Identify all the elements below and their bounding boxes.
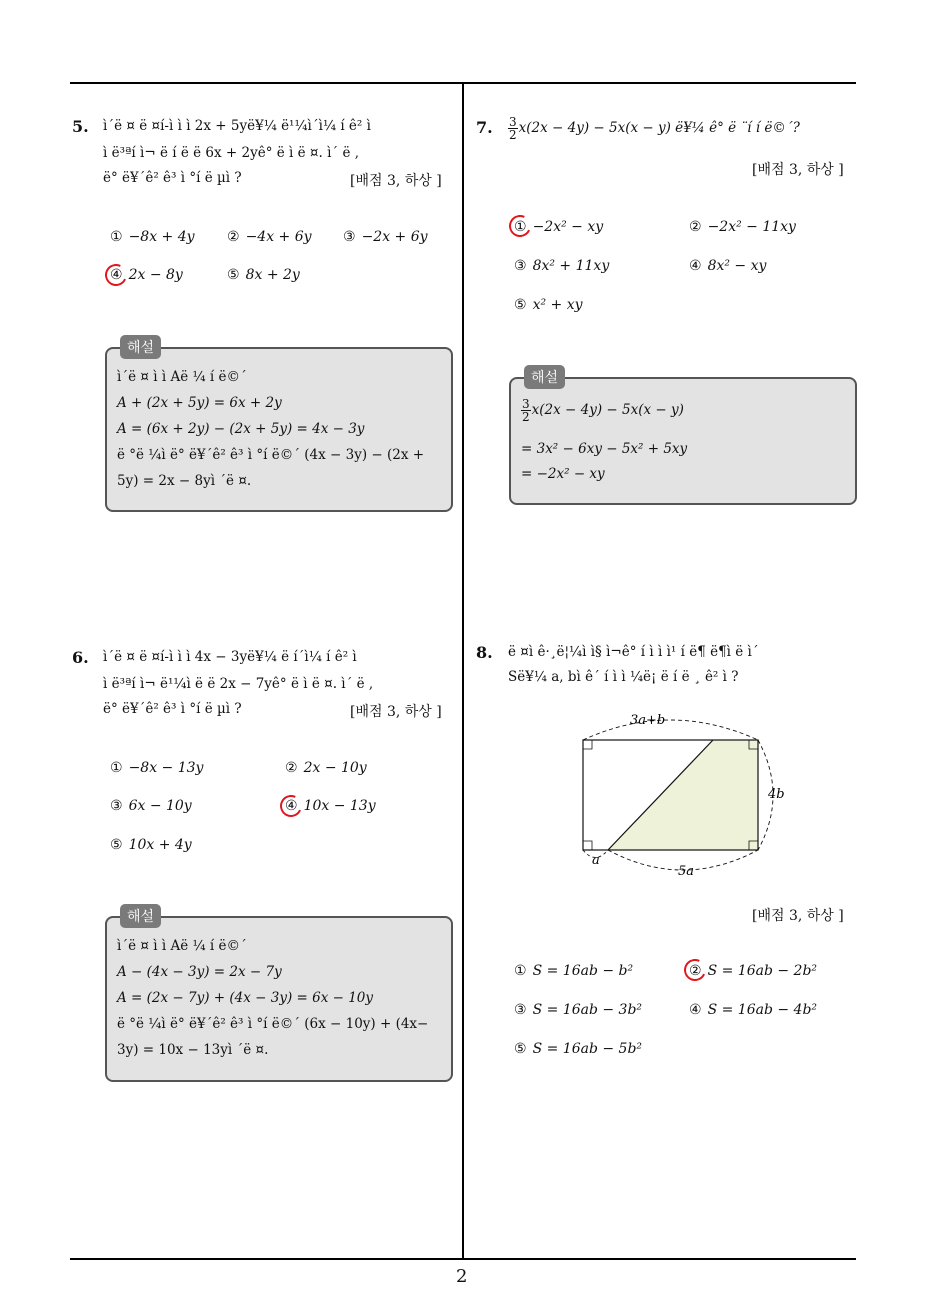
question-5-text-line1: ì´ë ¤ ë ¤í-ì ì ì 2x + 5yë¥¼ ë¹¼ì´ì¼ í ê² ì bbox=[103, 118, 371, 134]
q5-solution-line3: A = (6x + 2y) − (2x + 5y) = 4x − 3y bbox=[117, 421, 365, 437]
q5-option-1[interactable] bbox=[110, 229, 195, 245]
q5-solution-line4: ë °ë ¼ì ë° ë¥´ê² ê³ ì °í ë©´ (4x − 3y) − (2x + bbox=[117, 447, 425, 463]
q5-option-4-mark: ④ bbox=[110, 267, 123, 283]
q7-answer-circle bbox=[506, 212, 534, 240]
q6-option-3-mark: ③ bbox=[110, 798, 123, 814]
q6-option-5-mark: ⑤ bbox=[110, 837, 123, 853]
question-6-score: [배점 3, 하상 ] bbox=[350, 704, 442, 720]
q5-solution-line1: ì´ë ¤ ì ì Aë ¼ í ë©´ bbox=[117, 369, 247, 385]
q8-option-5-text: S = 16ab − 5b² bbox=[532, 1041, 643, 1057]
bottom-rule bbox=[70, 1258, 856, 1260]
q5-option-3[interactable] bbox=[343, 229, 428, 245]
q5-option-5-text: 8x + 2y bbox=[245, 267, 300, 283]
q8-right-angle-tl bbox=[583, 740, 592, 749]
q7-option-5-text: x² + xy bbox=[532, 297, 583, 313]
q7-option-4[interactable] bbox=[689, 258, 766, 274]
q5-option-5[interactable] bbox=[227, 267, 300, 283]
q7-solution-line2: = 3x² − 6xy − 5x² + 5xy bbox=[521, 441, 688, 457]
q5-option-1-mark: ① bbox=[110, 229, 123, 245]
q7-solution-line3: = −2x² − xy bbox=[521, 466, 605, 482]
q8-option-1[interactable] bbox=[514, 963, 633, 979]
q6-option-5[interactable] bbox=[110, 837, 192, 853]
q8-rectangle-diagram bbox=[560, 705, 800, 885]
q5-option-2-text: −4x + 6y bbox=[245, 229, 312, 245]
question-8-score: [배점 3, 하상 ] bbox=[752, 908, 844, 924]
q7-frac-num: 3 bbox=[509, 115, 517, 129]
q8-option-1-text: S = 16ab − b² bbox=[532, 963, 634, 979]
q7-option-4-text: 8x² − xy bbox=[707, 258, 767, 274]
q5-option-5-mark: ⑤ bbox=[227, 267, 240, 283]
q6-solution-tab: 해설 bbox=[120, 904, 161, 928]
q7-solution-tab: 해설 bbox=[524, 365, 565, 389]
q7-option-3[interactable] bbox=[514, 258, 609, 274]
q5-option-2-mark: ② bbox=[227, 229, 240, 245]
q8-answer-circle bbox=[681, 956, 709, 984]
q6-option-3[interactable] bbox=[110, 798, 192, 814]
q6-solution-line3: A = (2x − 7y) + (4x − 3y) = 6x − 10y bbox=[117, 990, 374, 1006]
q5-solution-line2: A + (2x + 5y) = 6x + 2y bbox=[117, 395, 282, 411]
q7-option-2-mark: ② bbox=[689, 219, 702, 235]
q6-option-4-mark: ④ bbox=[285, 798, 298, 814]
q8-option-4[interactable] bbox=[689, 1002, 817, 1018]
q8-option-2[interactable] bbox=[689, 963, 817, 979]
q8-option-2-mark: ② bbox=[689, 963, 702, 979]
q7-frac-den: 2 bbox=[509, 128, 517, 142]
question-8-number: 8. bbox=[476, 643, 493, 662]
q7-option-1-text: −2x² − xy bbox=[532, 219, 604, 235]
q6-option-1[interactable] bbox=[110, 760, 203, 776]
q7-option-5-mark: ⑤ bbox=[514, 297, 527, 313]
q7-solution-frac-den: 2 bbox=[522, 410, 530, 424]
q6-option-2[interactable] bbox=[285, 760, 367, 776]
q8-bottom-label: 5a bbox=[678, 864, 695, 879]
q6-option-3-text: 6x − 10y bbox=[128, 798, 192, 814]
question-5-text-line2: ì ë³ªí ì¬ ë í ë ë 6x + 2yê° ë ì ë ¤. ì´ ë , bbox=[103, 145, 360, 161]
question-8-text-line2: Së¥¼ a, bì ê´ í ì ì ¼ë¡ ë í ë ¸ ê² ì ? bbox=[508, 669, 739, 685]
q6-option-5-text: 10x + 4y bbox=[128, 837, 192, 853]
q8-option-5[interactable] bbox=[514, 1041, 642, 1057]
q8-shaded-region bbox=[608, 740, 758, 850]
q6-option-1-text: −8x − 13y bbox=[128, 760, 204, 776]
q7-solution-frac-num: 3 bbox=[522, 397, 530, 411]
q8-option-4-text: S = 16ab − 4b² bbox=[707, 1002, 818, 1018]
question-7-number: 7. bbox=[476, 118, 493, 137]
q8-option-4-mark: ④ bbox=[689, 1002, 702, 1018]
q8-right-label: 4b bbox=[768, 787, 785, 802]
q5-solution-line5: 5y) = 2x − 8yì ´ë ¤. bbox=[117, 473, 252, 489]
q5-solution-tab: 해설 bbox=[120, 335, 161, 359]
q7-option-1-mark: ① bbox=[514, 219, 527, 235]
q8-option-3[interactable] bbox=[514, 1002, 642, 1018]
question-5-text-line3: ë° ë¥´ê² ê³ ì °í ë µì ? bbox=[103, 170, 242, 186]
q7-solution-line1 bbox=[521, 398, 684, 423]
q6-solution-line2: A − (4x − 3y) = 2x − 7y bbox=[117, 964, 282, 980]
q6-option-2-mark: ② bbox=[285, 760, 298, 776]
q6-option-4-text: 10x − 13y bbox=[303, 798, 376, 814]
q5-option-4-text: 2x − 8y bbox=[128, 267, 183, 283]
question-8-text-line1: ë ¤ì ê·¸ë¦¼ì ì§ ì¬ê° í ì ì ì¹ í ë¶ ë¶ì ë ì´ bbox=[508, 644, 759, 660]
q7-solution-line1-text: x(2x − 4y) − 5x(x − y) bbox=[531, 402, 684, 418]
question-7-score: [배점 3, 하상 ] bbox=[752, 162, 844, 178]
q7-text-expression: x(2x − 4y) − 5x(x − y) ë¥¼ ê° ë ¨í í ë©´? bbox=[518, 120, 800, 136]
q5-option-3-text: −2x + 6y bbox=[361, 229, 428, 245]
q7-option-3-mark: ③ bbox=[514, 258, 527, 274]
page-number: 2 bbox=[456, 1266, 468, 1287]
q8-option-5-mark: ⑤ bbox=[514, 1041, 527, 1057]
q6-option-1-mark: ① bbox=[110, 760, 123, 776]
question-6-text-line1: ì´ë ¤ ë ¤í-ì ì ì 4x − 3yë¥¼ ë í´ì¼ í ê² ì bbox=[103, 649, 357, 665]
q5-option-1-text: −8x + 4y bbox=[128, 229, 195, 245]
question-6-text-line3: ë° ë¥´ê² ê³ ì °í ë µì ? bbox=[103, 701, 242, 717]
q8-right-angle-bl bbox=[583, 841, 592, 850]
q6-answer-circle bbox=[277, 792, 305, 820]
q8-option-3-mark: ③ bbox=[514, 1002, 527, 1018]
q6-solution-line4: ë °ë ¼ì ë° ë¥´ê² ê³ ì °í ë©´ (6x − 10y) + (4x− bbox=[117, 1016, 429, 1032]
question-7-text-line1 bbox=[508, 116, 800, 141]
q7-fraction bbox=[508, 116, 518, 141]
q5-option-3-mark: ③ bbox=[343, 229, 356, 245]
q6-solution-line1: ì´ë ¤ ì ì Aë ¼ í ë©´ bbox=[117, 938, 247, 954]
q5-option-2[interactable] bbox=[227, 229, 312, 245]
question-6-text-line2: ì ë³ªí ì¬ ë¹¼ì ë ë 2x − 7yê° ë ì ë ¤. ì´ ë , bbox=[103, 676, 374, 692]
q8-top-label: 3a+b bbox=[630, 713, 666, 728]
question-5-number: 5. bbox=[72, 117, 89, 136]
q5-answer-circle bbox=[102, 261, 130, 289]
q8-top-arc bbox=[583, 720, 758, 740]
question-6-number: 6. bbox=[72, 648, 89, 667]
question-5-score: [배점 3, 하상 ] bbox=[350, 173, 442, 189]
q7-solution-fraction bbox=[521, 398, 531, 423]
q7-option-4-mark: ④ bbox=[689, 258, 702, 274]
q7-option-2-text: −2x² − 11xy bbox=[707, 219, 796, 235]
q8-option-3-text: S = 16ab − 3b² bbox=[532, 1002, 643, 1018]
q8-option-2-text: S = 16ab − 2b² bbox=[707, 963, 818, 979]
q6-option-2-text: 2x − 10y bbox=[303, 760, 367, 776]
q7-option-3-text: 8x² + 11xy bbox=[532, 258, 610, 274]
q7-option-5[interactable] bbox=[514, 297, 583, 313]
q8-bottom-small-label: a bbox=[592, 853, 600, 868]
q8-option-1-mark: ① bbox=[514, 963, 527, 979]
q6-solution-line5: 3y) = 10x − 13yì ´ë ¤. bbox=[117, 1042, 269, 1058]
q7-option-2[interactable] bbox=[689, 219, 796, 235]
column-divider bbox=[462, 83, 464, 1258]
